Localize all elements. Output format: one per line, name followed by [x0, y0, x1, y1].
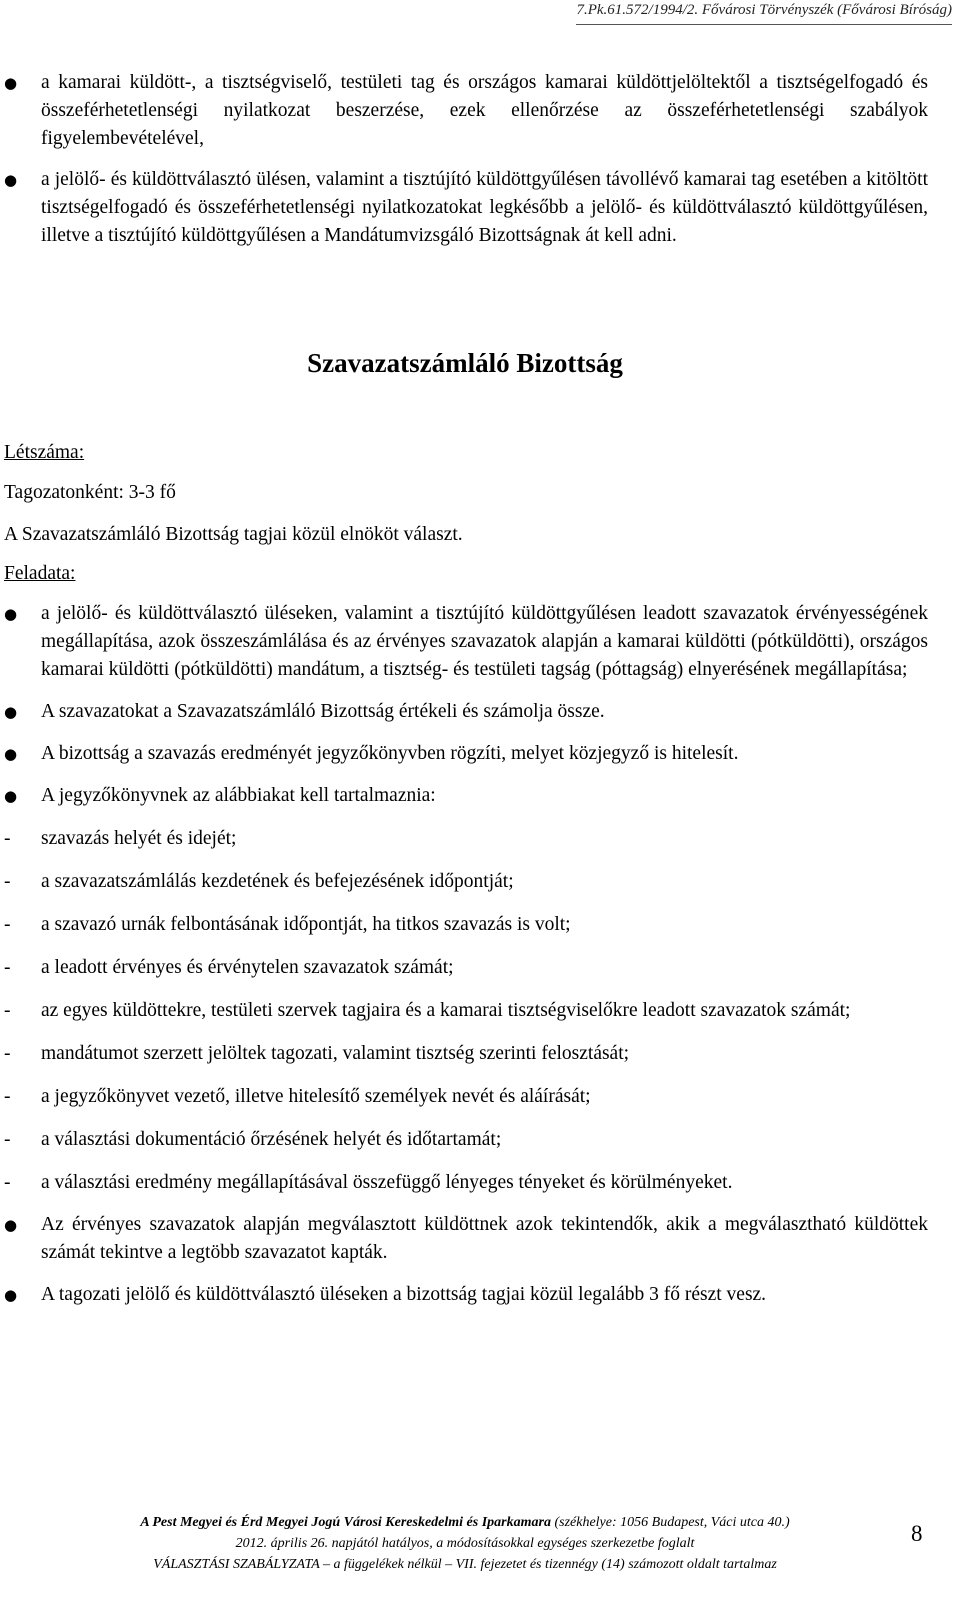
minutes-item: - a szavazó urnák felbontásának időpontját, ha titkos szavazás is volt; [4, 911, 928, 939]
page-number: 8 [911, 1521, 923, 1546]
minutes-item: - a választási dokumentáció őrzésének helyét és időtartamát; [4, 1126, 928, 1154]
section-title: Szavazatszámláló Bizottság [307, 348, 623, 378]
top-bullet-list [4, 69, 928, 250]
footer-org-seat: (székhelye: 1056 Budapest, Váci utca 40.) [550, 1515, 790, 1530]
minutes-intro: A jegyzőkönyvnek az alábbiakat kell tartalmaznia: [41, 785, 436, 806]
minutes-item: - a jegyzőkönyvet vezető, illetve hitelesítő személyek nevét és aláírását; [4, 1083, 928, 1111]
headcount-label: Létszáma: [4, 442, 85, 463]
header-rule [576, 24, 952, 25]
page-footer [0, 1512, 930, 1575]
minutes-item: - a szavazatszámlálás kezdetének és befejezésének időpontját; [4, 868, 928, 896]
footer-organization [0, 1512, 930, 1533]
minutes-item: - mandátumot szerzett jelöltek tagozati, valamint tisztség szerinti felosztását; [4, 1040, 928, 1068]
headcount-value: Tagozatonként: 3-3 fő [4, 482, 176, 503]
minutes-contents-list [4, 825, 928, 1197]
case-reference: 7.Pk.61.572/1994/2. Fővárosi Törvényszék (Fővárosi Bíróság) [576, 2, 952, 18]
chair-note: A Szavazatszámláló Bizottság tagjai közül elnököt választ. [4, 524, 463, 545]
list-item: ● A bizottság a szavazás eredményét jegyzőkönyvben rögzíti, melyet közjegyző is hitelesít. [4, 740, 928, 768]
minutes-item: - a leadott érvényes és érvénytelen szavazatok számát; [4, 954, 928, 982]
list-item [4, 782, 928, 1197]
duties-label: Feladata: [4, 563, 76, 584]
footer-effective-date: 2012. április 26. napjától hatályos, a módosításokkal egységes szerkezetbe foglalt [235, 1536, 695, 1551]
list-item: ● A szavazatokat a Szavazatszámláló Bizottság értékeli és számolja össze. [4, 698, 928, 726]
minutes-item: - az egyes küldöttekre, testületi szervek tagjaira és a kamarai tisztségviselőkre leadott szavazatok számát; [4, 997, 928, 1025]
duties-list [4, 600, 928, 1309]
footer-org-name: A Pest Megyei és Érd Megyei Jogú Városi Kereskedelmi és Iparkamara [140, 1515, 551, 1530]
minutes-item: - a választási eredmény megállapításával összefüggő lényeges tényeket és körülményeket. [4, 1169, 928, 1197]
footer-scope: VÁLASZTÁSI SZABÁLYZATA – a függelékek nélkül – VII. fejezetet és tizennégy (14) számozott oldalt tartalmaz [153, 1557, 777, 1572]
list-item: ● a jelölő- és küldöttválasztó ülésen, valamint a tisztújító küldöttgyűlésen távollévő kamarai tag esetében a kitöltött tisztségelfogadó és összeférhetetlenségi nyilatkozatokat legkésőbb a jelölő- és küldöttválasztó küldöttgyűlésen, illetve a tisztújító küldöttgyűlésen a Mandátumvizsgáló Bizottságnak át kell adni. [4, 166, 928, 250]
minutes-item: - szavazás helyét és idejét; [4, 825, 928, 853]
list-item: ● a kamarai küldött-, a tisztségviselő, testületi tag és országos kamarai küldöttjelöltektől a tisztségelfogadó és összeférhetetlenségi nyilatkozat beszerzése, ezek ellenőrzése az összeférhetetlenségi szabályok figyelembevételével, [4, 69, 928, 153]
list-item: ● Az érvényes szavazatok alapján megválasztott küldöttnek azok tekintendők, akik a megválasztható küldöttek számát tekintve a legtöbb szavazatot kapták. [4, 1211, 928, 1267]
list-item: ● A tagozati jelölő és küldöttválasztó üléseken a bizottság tagjai közül legalább 3 fő részt vesz. [4, 1281, 928, 1309]
list-item: ● a jelölő- és küldöttválasztó üléseken, valamint a tisztújító küldöttgyűlésen leadott szavazatok érvényességének megállapítása, azok összeszámlálása és az érvényes szavazatok alapján a kamarai küldötti (pótküldötti), országos kamarai küldötti (pótküldötti) mandátum, a tisztség- és testületi tagság (póttagság) elnyerésének megállapítása; [4, 600, 928, 684]
page-header [576, 2, 952, 19]
